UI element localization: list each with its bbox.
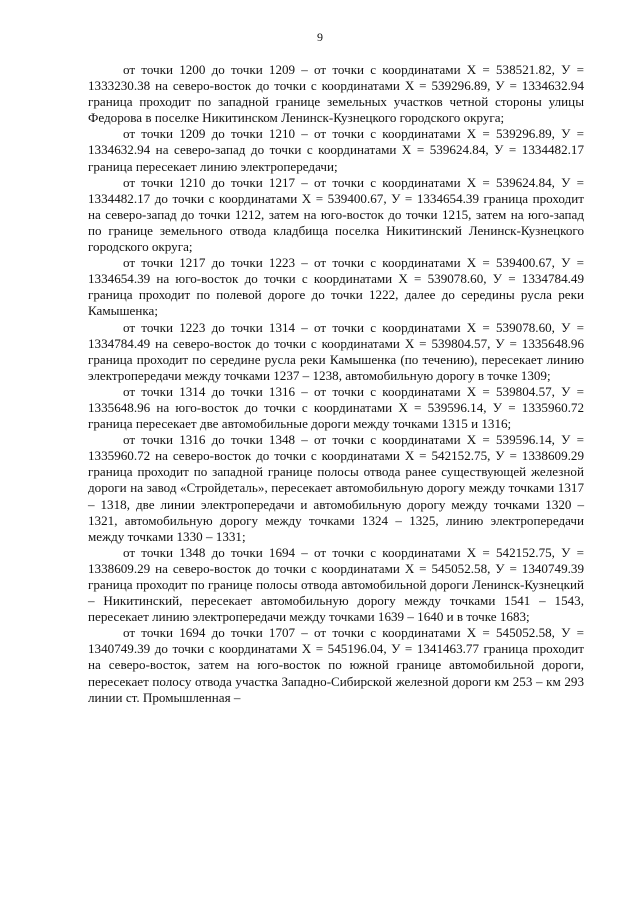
document-body [88, 62, 584, 706]
paragraph: от точки 1694 до точки 1707 – от точки с координатами Х = 545052.58, У = 1340749.39 до точки с координатами Х = 545196.04, У = 1341463.77 граница проходит на северо-восток, затем на юго-восток по южной границе автомобильной дороги, пересекает полосу отвода участка Западно-Сибирской железной дороги км 253 – км 293 линии ст. Промышленная – [88, 625, 584, 705]
paragraph: от точки 1316 до точки 1348 – от точки с координатами Х = 539596.14, У = 1335960.72 на северо-восток до точки с координатами Х = 542152.75, У = 1338609.29 граница проходит по западной границе полосы отвода ранее существующей железной дороги на завод «Стройдеталь», пересекает автомобильную дорогу между точками 1317 – 1318, две линии электропередачи и автомобильную дорогу между точками 1320 – 1321, автомобильную дорогу между точками 1324 – 1325, линию электропередачи между точками 1330 – 1331; [88, 432, 584, 544]
paragraph: от точки 1223 до точки 1314 – от точки с координатами Х = 539078.60, У = 1334784.49 на северо-восток до точки с координатами Х = 539804.57, У = 1335648.96 граница проходит по середине русла реки Камышенка (по течению), пересекает линию электропередачи между точками 1237 – 1238, автомобильную дорогу в точке 1309; [88, 319, 584, 383]
paragraph: от точки 1217 до точки 1223 – от точки с координатами Х = 539400.67, У = 1334654.39 на юго-восток до точки с координатами Х = 539078.60, У = 1334784.49 граница проходит по полевой дороге до точки 1222, далее до середины русла реки Камышенка; [88, 255, 584, 319]
paragraph: от точки 1200 до точки 1209 – от точки с координатами Х = 538521.82, У = 1333230.38 на северо-восток до точки с координатами Х = 539296.89, У = 1334632.94 граница проходит по западной границе земельных участков четной стороны улицы Федорова в поселке Никитинском Ленинск-Кузнецкого городского округа; [88, 62, 584, 126]
page-number: 9 [317, 30, 323, 44]
paragraph: от точки 1209 до точки 1210 – от точки с координатами Х = 539296.89, У = 1334632.94 на северо-запад до точки с координатами Х = 539624.84, У = 1334482.17 граница пересекает линию электропередачи; [88, 126, 584, 174]
paragraph: от точки 1210 до точки 1217 – от точки с координатами Х = 539624.84, У = 1334482.17 до точки с координатами Х = 539400.67, У = 1334654.39 граница проходит на северо-запад до точки 1212, затем на юго-восток до точки 1215, затем на юго-запад по границе земельного отвода кладбища поселка Никитинский Ленинск-Кузнецкого городского округа; [88, 174, 584, 255]
paragraph: от точки 1348 до точки 1694 – от точки с координатами Х = 542152.75, У = 1338609.29 на северо-восток до точки с координатами Х = 545052.58, У = 1340749.39 граница проходит по границе полосы отвода автомобильной дороги Ленинск-Кузнецкий – Никитинский, пересекает автомобильную дорогу между точками 1541 – 1543, пересекает линию электропередачи между точками 1639 – 1640 и в точке 1683; [88, 544, 584, 625]
paragraph: от точки 1314 до точки 1316 – от точки с координатами Х = 539804.57, У = 1335648.96 на юго-восток до точки с координатами Х = 539596.14, У = 1335960.72 граница пересекает две автомобильные дороги между точками 1315 и 1316; [88, 383, 584, 432]
